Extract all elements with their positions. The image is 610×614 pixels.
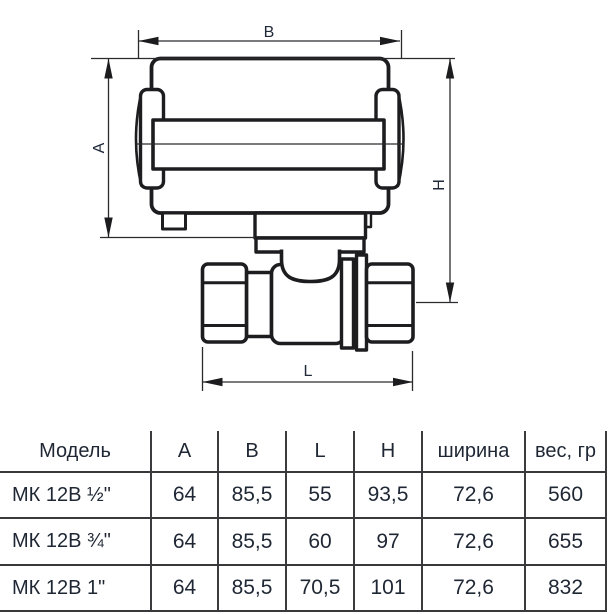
union-flange-bar1 xyxy=(342,259,354,348)
cell-h: 97 xyxy=(355,519,423,566)
cell-weight: 832 xyxy=(526,566,607,612)
dim-label-a: A xyxy=(91,142,108,154)
cell-b: 85,5 xyxy=(219,473,287,519)
col-header-h: H xyxy=(355,431,423,473)
cell-width: 72,6 xyxy=(423,473,526,519)
mounting-block xyxy=(255,213,366,238)
cell-width: 72,6 xyxy=(423,566,526,612)
cell-h: 93,5 xyxy=(355,473,423,519)
dim-label-l: L xyxy=(303,363,313,380)
arrowhead-b-left xyxy=(139,37,159,45)
actuator-assembly xyxy=(136,59,404,253)
col-header-b: B xyxy=(219,431,287,473)
cell-l: 55 xyxy=(287,473,355,519)
col-header-l: L xyxy=(287,431,355,473)
cell-a: 64 xyxy=(152,566,219,612)
cell-l: 60 xyxy=(287,519,355,566)
cell-model: МК 12В ¾" xyxy=(0,519,152,566)
col-header-width: ширина xyxy=(423,431,526,473)
arrowhead-h-bottom xyxy=(446,283,454,303)
dim-label-h: H xyxy=(431,179,448,191)
arrowhead-l-right xyxy=(393,378,413,386)
arrowhead-h-top xyxy=(446,59,454,79)
cell-l: 70,5 xyxy=(287,566,355,612)
cell-weight: 655 xyxy=(526,519,607,566)
col-header-weight: вес, гр xyxy=(526,431,607,473)
pipe-nut-right xyxy=(367,264,414,342)
arrowhead-l-left xyxy=(203,378,223,386)
cell-model: МК 12В 1" xyxy=(0,566,152,612)
cell-b: 85,5 xyxy=(219,519,287,566)
connector-left xyxy=(247,273,272,337)
arrowhead-b-right xyxy=(380,37,400,45)
cell-width: 72,6 xyxy=(423,519,526,566)
cell-model: МК 12В ½" xyxy=(0,473,152,519)
arrowhead-a-bottom xyxy=(104,218,112,238)
stem-dome xyxy=(282,250,340,282)
col-header-a: A xyxy=(152,431,219,473)
pipe-nut-left xyxy=(203,264,247,342)
arrowhead-a-top xyxy=(104,59,112,79)
spec-table xyxy=(0,431,609,612)
cell-h: 101 xyxy=(355,566,423,612)
dim-label-b: B xyxy=(263,24,275,41)
cell-b: 85,5 xyxy=(219,566,287,612)
cell-weight: 560 xyxy=(526,473,607,519)
cell-a: 64 xyxy=(152,473,219,519)
col-header-model: Модель xyxy=(0,431,152,473)
valve-assembly xyxy=(203,250,414,351)
cell-a: 64 xyxy=(152,519,219,566)
base-tab-left xyxy=(163,213,186,229)
